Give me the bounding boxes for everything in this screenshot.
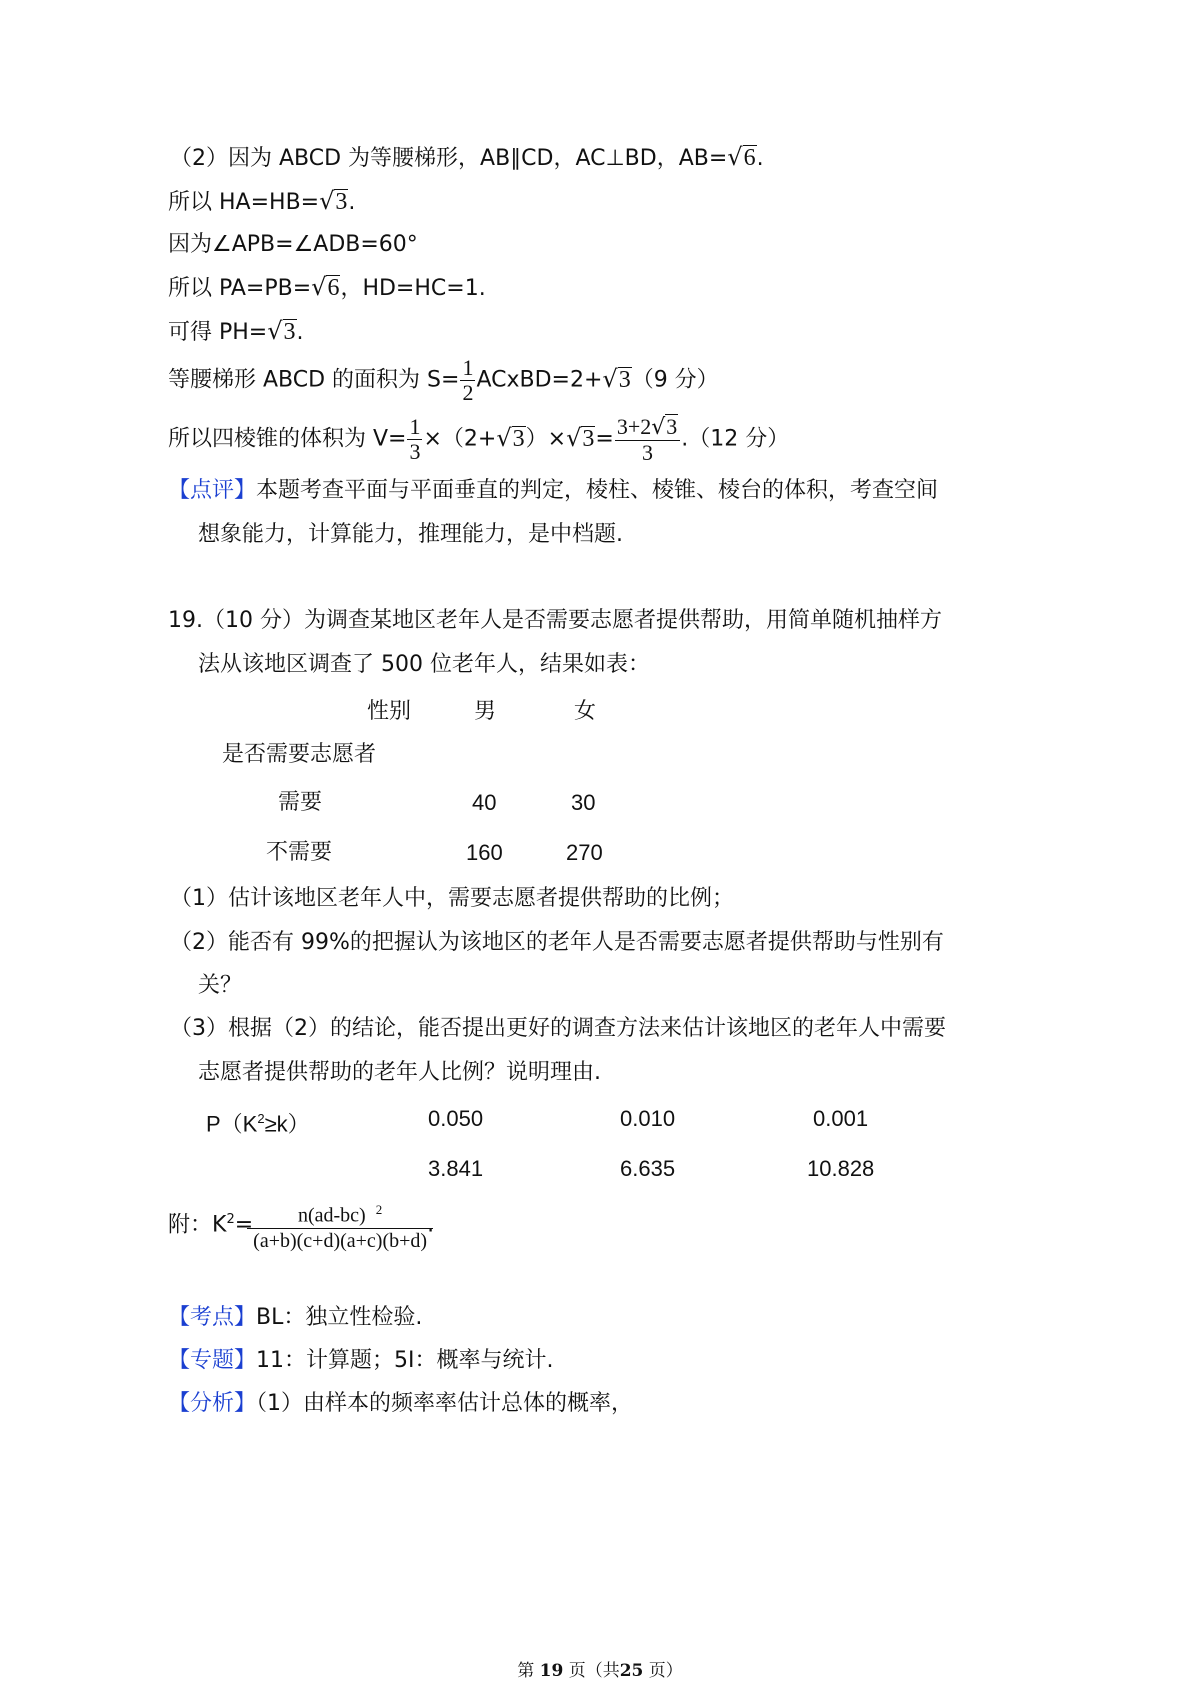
page-number: 19 [539, 1661, 564, 1681]
kaodian-line: 【考点】BL：独立性检验. [168, 1305, 423, 1330]
page-footer: 第 19 页（共25 页） [517, 1661, 683, 1681]
k2-fraction: $\frac{n(ad-bc) ^2}{(a+b)(c+d)(a+c)(b+d)}$ [253, 1198, 427, 1253]
ptable-p-0: 0.050 [428, 1106, 484, 1131]
sqrt-3: √3 [496, 423, 525, 452]
table-row-need-female: 30 [571, 790, 596, 815]
question-2-line-2: 关？ [198, 973, 243, 998]
comment-line-2: 想象能力，计算能力，推理能力，是中档题. [198, 522, 623, 547]
solution-line-7: 所以四棱锥的体积为 V= $\frac{1}{3}$ ×（2+√3）×√3= $\frac{3+2√3}{3}$ .（12 分） [168, 414, 790, 465]
ptable-p-2: 0.001 [813, 1106, 869, 1131]
comment-tag: 【点评】 [168, 478, 257, 503]
table-row-need-label: 需要 [278, 790, 323, 815]
ptable-p-1: 0.010 [620, 1106, 676, 1131]
ptable-k-1: 6.635 [620, 1156, 676, 1181]
fenxi-tag: 【分析】 [168, 1391, 257, 1416]
question-3-line-2: 志愿者提供帮助的老年人比例？说明理由. [198, 1060, 601, 1085]
ptable-k-2: 10.828 [807, 1156, 875, 1181]
question-3-line-1: （3）根据（2）的结论，能否提出更好的调查方法来估计该地区的老年人中需要 [170, 1016, 946, 1041]
question-2-line-1: （2）能否有 99%的把握认为该地区的老年人是否需要志愿者提供帮助与性别有 [170, 930, 944, 955]
solution-line-1: （2）因为 ABCD 为等腰梯形，AB∥CD，AC⊥BD，AB=√6. [170, 143, 764, 171]
table-header-gender: 性别 [367, 699, 412, 724]
solution-text: （2）因为 ABCD 为等腰梯形，AB∥CD，AC⊥BD，AB= [170, 146, 728, 171]
sqrt-3: √3 [566, 423, 595, 452]
table-row-need-male: 40 [472, 790, 497, 815]
fraction-volume: $\frac{3+2√3}{3}$ [615, 414, 680, 465]
sqrt-3: √3 [602, 364, 631, 393]
page-total: 25 [619, 1661, 644, 1681]
table-header-female: 女 [574, 699, 597, 724]
k2-formula: 附：$K^2=$ $\frac{n(ad-bc) ^2}{(a+b)(c+d)(a+c)(b+d)}$ . [168, 1196, 434, 1253]
solution-line-5: 可得 PH=√3. [168, 317, 304, 345]
table-header-male: 男 [474, 699, 497, 724]
table-row-noneed-label: 不需要 [266, 840, 333, 865]
table-row-header: 是否需要志愿者 [222, 742, 377, 767]
fraction-half: $\frac{1}{2}$ [462, 355, 474, 405]
sqrt-6: √6 [311, 273, 340, 301]
solution-line-4: 所以 PA=PB=√6，HD=HC=1. [168, 273, 486, 301]
question-1: （1）估计该地区老年人中，需要志愿者提供帮助的比例； [170, 886, 734, 911]
zhuanti-tag: 【专题】 [168, 1348, 257, 1373]
zhuanti-line: 【专题】11：计算题；5I：概率与统计. [168, 1348, 554, 1373]
comment-line-1: 【点评】本题考查平面与平面垂直的判定，棱柱、棱锥、棱台的体积，考查空间 [168, 478, 939, 503]
kaodian-tag: 【考点】 [168, 1305, 257, 1330]
sqrt-6: √6 [727, 143, 756, 171]
sqrt-3: √3 [319, 187, 348, 215]
ptable-k-0: 3.841 [428, 1156, 484, 1181]
solution-line-6: 等腰梯形 ABCD 的面积为 S= $\frac{1}{2}$ ACxBD=2+√3（9 分） [168, 355, 719, 405]
solution-line-3: 因为∠APB=∠ADB=60° [168, 232, 418, 257]
problem-line-2: 法从该地区调查了 500 位老年人，结果如表： [198, 652, 650, 677]
ptable-label: $P(K^2\ge k)$ [206, 1111, 310, 1137]
fenxi-line: 【分析】（1）由样本的频率率估计总体的概率， [168, 1391, 634, 1416]
table-row-noneed-female: 270 [566, 840, 603, 865]
fraction-third: $\frac{1}{3}$ [409, 414, 421, 464]
table-row-noneed-male: 160 [466, 840, 503, 865]
problem-line-1: 19.（10 分）为调查某地区老年人是否需要志愿者提供帮助，用简单随机抽样方 [168, 608, 942, 633]
solution-line-2: 所以 HA=HB=√3. [168, 187, 356, 215]
sqrt-3: √3 [267, 317, 296, 345]
